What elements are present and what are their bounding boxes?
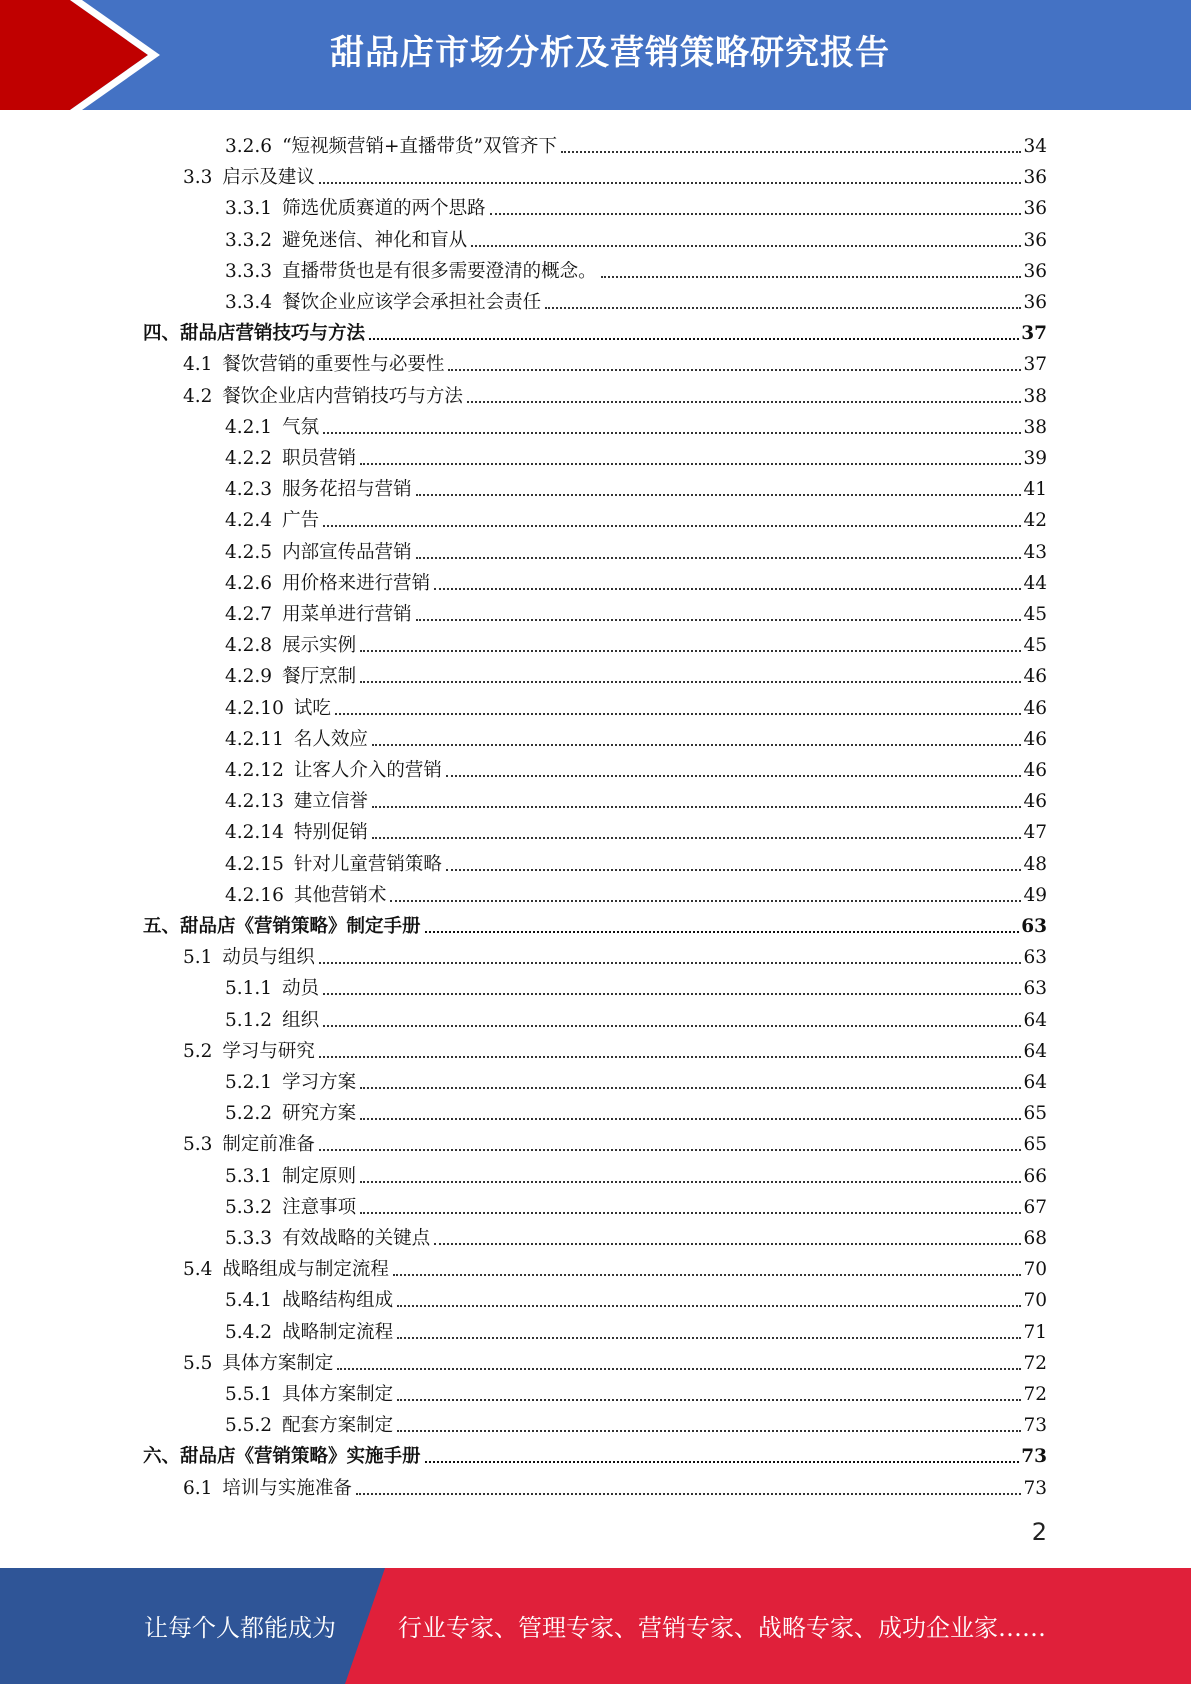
toc-entry-title: 注意事项 bbox=[282, 1196, 357, 1218]
toc-entry[interactable] bbox=[225, 814, 1047, 845]
toc-entry-title: 动员与组织 bbox=[222, 947, 315, 969]
toc-entry-number: 4.2.11 bbox=[225, 728, 284, 750]
toc-entry-number: 4.2.5 bbox=[225, 541, 273, 563]
toc-entry-number: 4.2.4 bbox=[225, 510, 273, 532]
toc-entry[interactable] bbox=[225, 1189, 1047, 1220]
toc-dot-leader bbox=[319, 1149, 1022, 1151]
toc-dot-leader bbox=[356, 1493, 1022, 1495]
toc-entry[interactable] bbox=[183, 1251, 1047, 1282]
toc-entry-page: 46 bbox=[1023, 697, 1047, 719]
toc-entry-page: 41 bbox=[1023, 479, 1047, 501]
toc-entry-number: 5.3 bbox=[183, 1134, 213, 1156]
toc-entry-page: 45 bbox=[1023, 604, 1047, 625]
toc-entry-title: 战略制定流程 bbox=[282, 1321, 394, 1343]
toc-entry[interactable] bbox=[225, 534, 1047, 565]
toc-entry-number: 4.2.9 bbox=[225, 666, 273, 688]
toc-entry-title: 特别促销 bbox=[293, 822, 368, 844]
toc-entry[interactable] bbox=[225, 190, 1047, 221]
toc-entry-page: 73 bbox=[1021, 1446, 1047, 1468]
toc-entry[interactable] bbox=[183, 346, 1047, 377]
toc-entry-page: 71 bbox=[1023, 1321, 1047, 1343]
toc-entry[interactable] bbox=[225, 1064, 1047, 1095]
toc-entry-page: 46 bbox=[1023, 666, 1047, 688]
toc-dot-leader bbox=[471, 245, 1021, 247]
toc-entry[interactable] bbox=[225, 471, 1047, 502]
toc-dot-leader bbox=[448, 369, 1021, 371]
toc-entry-title: 学习与研究 bbox=[222, 1040, 315, 1062]
toc-entry-page: 38 bbox=[1023, 416, 1047, 438]
toc-entry-title: 其他营销术 bbox=[293, 884, 387, 906]
toc-dot-leader bbox=[393, 1274, 1022, 1276]
toc-entry-number: 3.3.2 bbox=[225, 229, 273, 251]
toc-entry-page: 49 bbox=[1023, 884, 1047, 906]
toc-entry-number: 4.2.6 bbox=[225, 572, 273, 594]
toc-entry[interactable] bbox=[225, 1407, 1047, 1438]
toc-entry-title: 餐饮营销的重要性与必要性 bbox=[222, 354, 445, 376]
toc-dot-leader bbox=[397, 1399, 1021, 1401]
toc-entry-page: 70 bbox=[1023, 1259, 1047, 1281]
toc-entry-number: 5.4 bbox=[183, 1259, 213, 1281]
toc-dot-leader bbox=[319, 1056, 1022, 1058]
toc-entry-page: 66 bbox=[1023, 1165, 1047, 1187]
toc-entry-title: 试吃 bbox=[293, 697, 331, 719]
toc-entry[interactable] bbox=[225, 658, 1047, 689]
toc-entry-title: 用价格来进行营销 bbox=[282, 572, 431, 594]
toc-entry-number: 4.2.13 bbox=[225, 791, 284, 813]
toc-dot-leader bbox=[360, 1118, 1021, 1120]
toc-dot-leader bbox=[323, 993, 1021, 995]
toc-dot-leader bbox=[545, 307, 1021, 309]
toc-entry-title: 具体方案制定 bbox=[282, 1384, 394, 1405]
toc-entry[interactable] bbox=[225, 627, 1047, 658]
toc-entry-number: 3.3.3 bbox=[225, 260, 273, 282]
toc-entry-number: 4.1 bbox=[183, 354, 213, 376]
page-number: 2 bbox=[1031, 1518, 1047, 1546]
toc-entry-page: 73 bbox=[1023, 1415, 1047, 1437]
toc-entry[interactable] bbox=[143, 315, 1047, 346]
toc-entry[interactable] bbox=[225, 690, 1047, 721]
page-footer bbox=[0, 1568, 1191, 1684]
toc-entry[interactable] bbox=[143, 1438, 1047, 1469]
toc-dot-leader bbox=[360, 463, 1021, 465]
toc-dot-leader bbox=[372, 806, 1022, 808]
toc-dot-leader bbox=[397, 1305, 1021, 1307]
report-title: 甜品店市场分析及营销策略研究报告 bbox=[330, 33, 890, 73]
toc-dot-leader bbox=[434, 1243, 1021, 1245]
toc-entry-title: 服务花招与营销 bbox=[282, 479, 412, 501]
toc-entry-number: 4.2.14 bbox=[225, 822, 284, 844]
page-header bbox=[0, 0, 1191, 110]
toc-entry[interactable] bbox=[225, 253, 1047, 284]
toc-entry-title: 有效战略的关键点 bbox=[282, 1228, 431, 1249]
toc-entry-title: 内部宣传品营销 bbox=[282, 541, 412, 563]
toc-entry-number: 4.2.15 bbox=[225, 853, 284, 875]
toc-entry-title: 广告 bbox=[282, 510, 320, 532]
toc-entry-title: 展示实例 bbox=[282, 635, 357, 657]
toc-entry-page: 43 bbox=[1023, 541, 1047, 563]
toc-entry[interactable] bbox=[225, 409, 1047, 440]
toc-entry[interactable] bbox=[225, 970, 1047, 1001]
toc-dot-leader bbox=[425, 1461, 1020, 1463]
toc-dot-leader bbox=[323, 1025, 1021, 1027]
toc-entry-title: 组织 bbox=[282, 1009, 320, 1031]
toc-entry[interactable] bbox=[225, 596, 1047, 627]
header-red-arrow bbox=[0, 0, 148, 110]
toc-entry[interactable] bbox=[225, 284, 1047, 315]
toc-dot-leader bbox=[337, 1368, 1021, 1370]
toc-entry[interactable] bbox=[225, 565, 1047, 596]
toc-dot-leader bbox=[416, 619, 1022, 621]
toc-entry-number: 4.2.16 bbox=[225, 884, 284, 906]
toc-entry[interactable] bbox=[183, 1470, 1047, 1501]
toc-entry-title: 战略组成与制定流程 bbox=[222, 1259, 389, 1281]
toc-entry[interactable] bbox=[225, 846, 1047, 877]
toc-entry-page: 44 bbox=[1023, 572, 1047, 594]
toc-entry-title: 具体方案制定 bbox=[222, 1352, 334, 1374]
toc-entry[interactable] bbox=[183, 159, 1047, 190]
toc-entry-page: 63 bbox=[1023, 978, 1047, 1000]
toc-dot-leader bbox=[319, 962, 1022, 964]
toc-entry-title: 直播带货也是有很多需要澄清的概念。 bbox=[282, 260, 597, 282]
toc-entry-number: 5.3.1 bbox=[225, 1165, 273, 1187]
toc-entry[interactable] bbox=[225, 128, 1047, 159]
toc-dot-leader bbox=[360, 1087, 1021, 1089]
toc-entry-page: 36 bbox=[1023, 260, 1047, 282]
toc-dot-leader bbox=[319, 182, 1022, 184]
toc-dot-leader bbox=[467, 401, 1022, 403]
toc-entry[interactable] bbox=[225, 1314, 1047, 1345]
toc-entry-number: 4.2 bbox=[183, 385, 213, 407]
toc-entry-page: 48 bbox=[1023, 853, 1047, 875]
toc-entry-title: 餐饮企业应该学会承担社会责任 bbox=[282, 292, 542, 313]
toc-entry[interactable] bbox=[183, 378, 1047, 409]
toc-entry-number: 4.2.8 bbox=[225, 635, 273, 657]
toc-entry-number: 5.2.2 bbox=[225, 1103, 273, 1125]
toc-entry-title: 启示及建议 bbox=[222, 167, 315, 189]
toc-entry[interactable] bbox=[225, 502, 1047, 533]
toc-entry-page: 64 bbox=[1023, 1072, 1047, 1093]
toc-entry-number: 6.1 bbox=[183, 1477, 213, 1499]
toc-entry[interactable] bbox=[225, 222, 1047, 253]
toc-entry[interactable] bbox=[183, 1345, 1047, 1376]
toc-entry-page: 64 bbox=[1023, 1040, 1047, 1062]
toc-dot-leader bbox=[390, 900, 1021, 902]
toc-entry-title: “短视频营销+直播带货”双管齐下 bbox=[282, 136, 557, 157]
toc-entry-number: 5.4.2 bbox=[225, 1321, 273, 1343]
toc-dot-leader bbox=[360, 1181, 1021, 1183]
toc-entry-page: 37 bbox=[1023, 354, 1047, 376]
toc-entry-title: 制定原则 bbox=[282, 1165, 357, 1187]
toc-entry-title: 五、甜品店《营销策略》制定手册 bbox=[143, 916, 421, 937]
toc-entry-title: 研究方案 bbox=[282, 1103, 357, 1125]
toc-entry-page: 72 bbox=[1023, 1384, 1047, 1405]
toc-dot-leader bbox=[372, 744, 1022, 746]
toc-entry-page: 46 bbox=[1023, 791, 1047, 813]
toc-entry-page: 36 bbox=[1023, 167, 1047, 189]
toc-entry-title: 名人效应 bbox=[293, 728, 368, 750]
toc-entry-page: 36 bbox=[1023, 229, 1047, 251]
toc-entry-number: 4.2.1 bbox=[225, 416, 273, 438]
toc-entry-page: 72 bbox=[1023, 1352, 1047, 1374]
toc-entry[interactable] bbox=[225, 440, 1047, 471]
toc-entry-number: 3.3.1 bbox=[225, 198, 273, 220]
toc-entry-number: 5.2 bbox=[183, 1040, 213, 1062]
toc-entry-title: 四、甜品店营销技巧与方法 bbox=[143, 323, 366, 345]
toc-entry-title: 六、甜品店《营销策略》实施手册 bbox=[143, 1446, 421, 1468]
toc-entry-title: 餐厅烹制 bbox=[282, 666, 357, 688]
toc-entry[interactable] bbox=[225, 1282, 1047, 1313]
toc-entry-title: 动员 bbox=[282, 978, 320, 1000]
toc-entry[interactable] bbox=[225, 752, 1047, 783]
toc-entry-page: 47 bbox=[1023, 822, 1047, 844]
toc-entry-page: 37 bbox=[1021, 323, 1047, 345]
toc-entry-page: 67 bbox=[1023, 1196, 1047, 1218]
toc-entry-title: 让客人介入的营销 bbox=[293, 760, 442, 781]
toc-entry[interactable] bbox=[225, 877, 1047, 908]
toc-entry[interactable] bbox=[183, 939, 1047, 970]
toc-entry-title: 避免迷信、神化和盲从 bbox=[282, 229, 468, 251]
toc-entry-page: 73 bbox=[1023, 1477, 1047, 1499]
toc-entry-page: 36 bbox=[1023, 292, 1047, 313]
toc-entry-number: 5.3.2 bbox=[225, 1196, 273, 1218]
toc-entry-page: 38 bbox=[1023, 385, 1047, 407]
toc-entry-title: 筛选优质赛道的两个思路 bbox=[282, 198, 486, 220]
toc-entry[interactable] bbox=[225, 721, 1047, 752]
toc-dot-leader bbox=[446, 869, 1022, 871]
toc-entry-number: 4.2.12 bbox=[225, 760, 284, 781]
toc-dot-leader bbox=[416, 557, 1022, 559]
toc-entry-page: 63 bbox=[1021, 916, 1047, 937]
toc-entry-number: 3.3 bbox=[183, 167, 213, 189]
toc-entry-page: 70 bbox=[1023, 1290, 1047, 1312]
toc-dot-leader bbox=[397, 1430, 1021, 1432]
toc-entry-number: 3.2.6 bbox=[225, 136, 273, 157]
toc-entry-title: 用菜单进行营销 bbox=[282, 604, 412, 625]
toc-entry-title: 建立信誉 bbox=[293, 791, 368, 813]
toc-entry-number: 5.1 bbox=[183, 947, 213, 969]
toc-dot-leader bbox=[369, 338, 1019, 340]
toc-entry-title: 餐饮企业店内营销技巧与方法 bbox=[222, 385, 463, 407]
toc-entry-number: 4.2.3 bbox=[225, 479, 273, 501]
toc-entry-number: 5.5.2 bbox=[225, 1415, 273, 1437]
toc-entry-page: 46 bbox=[1023, 760, 1047, 781]
toc-dot-leader bbox=[372, 837, 1022, 839]
toc-dot-leader bbox=[446, 775, 1022, 777]
toc-entry[interactable] bbox=[183, 1126, 1047, 1157]
toc-entry-page: 42 bbox=[1023, 510, 1047, 532]
toc-entry-number: 5.4.1 bbox=[225, 1290, 273, 1312]
toc-entry[interactable] bbox=[183, 1033, 1047, 1064]
toc-dot-leader bbox=[561, 151, 1021, 153]
toc-entry-page: 39 bbox=[1023, 448, 1047, 469]
toc-entry-page: 65 bbox=[1023, 1103, 1047, 1125]
toc-dot-leader bbox=[434, 588, 1021, 590]
toc-entry[interactable] bbox=[225, 1095, 1047, 1126]
toc-dot-leader bbox=[416, 494, 1022, 496]
toc-entry-page: 36 bbox=[1023, 198, 1047, 220]
toc-dot-leader bbox=[360, 650, 1021, 652]
toc-dot-leader bbox=[397, 1337, 1021, 1339]
toc-dot-leader bbox=[601, 276, 1022, 278]
toc-entry-number: 4.2.7 bbox=[225, 604, 273, 625]
toc-entry-title: 职员营销 bbox=[282, 448, 357, 469]
toc-entry-number: 5.1.1 bbox=[225, 978, 273, 1000]
toc-entry-title: 气氛 bbox=[282, 416, 320, 438]
toc-entry-page: 63 bbox=[1023, 947, 1047, 969]
toc-entry[interactable] bbox=[225, 1376, 1047, 1407]
toc-entry-page: 34 bbox=[1023, 136, 1047, 157]
toc-dot-leader bbox=[323, 525, 1021, 527]
toc-entry-title: 学习方案 bbox=[282, 1072, 357, 1093]
toc-dot-leader bbox=[425, 931, 1020, 933]
toc-entry-title: 针对儿童营销策略 bbox=[293, 853, 442, 875]
toc-dot-leader bbox=[323, 432, 1021, 434]
footer-slogan-left: 让每个人都能成为 bbox=[144, 1614, 336, 1642]
toc-entry-title: 培训与实施准备 bbox=[222, 1477, 352, 1499]
toc-entry-number: 5.1.2 bbox=[225, 1009, 273, 1031]
toc-entry-page: 65 bbox=[1023, 1134, 1047, 1156]
toc-entry-number: 5.5 bbox=[183, 1352, 213, 1374]
toc-entry-number: 5.5.1 bbox=[225, 1384, 273, 1405]
toc-entry-page: 46 bbox=[1023, 728, 1047, 750]
toc-dot-leader bbox=[335, 713, 1022, 715]
toc-dot-leader bbox=[360, 1212, 1021, 1214]
toc-entry-number: 4.2.2 bbox=[225, 448, 273, 469]
toc-dot-leader bbox=[360, 681, 1021, 683]
toc-entry-page: 45 bbox=[1023, 635, 1047, 657]
toc-entry-page: 64 bbox=[1023, 1009, 1047, 1031]
toc-entry-title: 制定前准备 bbox=[222, 1134, 315, 1156]
toc-entry[interactable] bbox=[225, 1220, 1047, 1251]
toc-entry-number: 5.3.3 bbox=[225, 1228, 273, 1249]
toc-entry[interactable] bbox=[225, 783, 1047, 814]
toc-entry-number: 5.2.1 bbox=[225, 1072, 273, 1093]
toc-entry[interactable] bbox=[225, 1002, 1047, 1033]
toc-entry-page: 68 bbox=[1023, 1228, 1047, 1249]
toc-dot-leader bbox=[490, 213, 1022, 215]
toc-entry-title: 配套方案制定 bbox=[282, 1415, 394, 1437]
toc-entry[interactable] bbox=[143, 908, 1047, 939]
toc-entry-number: 4.2.10 bbox=[225, 697, 284, 719]
toc-entry-title: 战略结构组成 bbox=[282, 1290, 394, 1312]
toc-entry-number: 3.3.4 bbox=[225, 292, 273, 313]
toc-entry[interactable] bbox=[225, 1158, 1047, 1189]
footer-slogan-right: 行业专家、管理专家、营销专家、战略专家、成功企业家…… bbox=[398, 1614, 1046, 1642]
